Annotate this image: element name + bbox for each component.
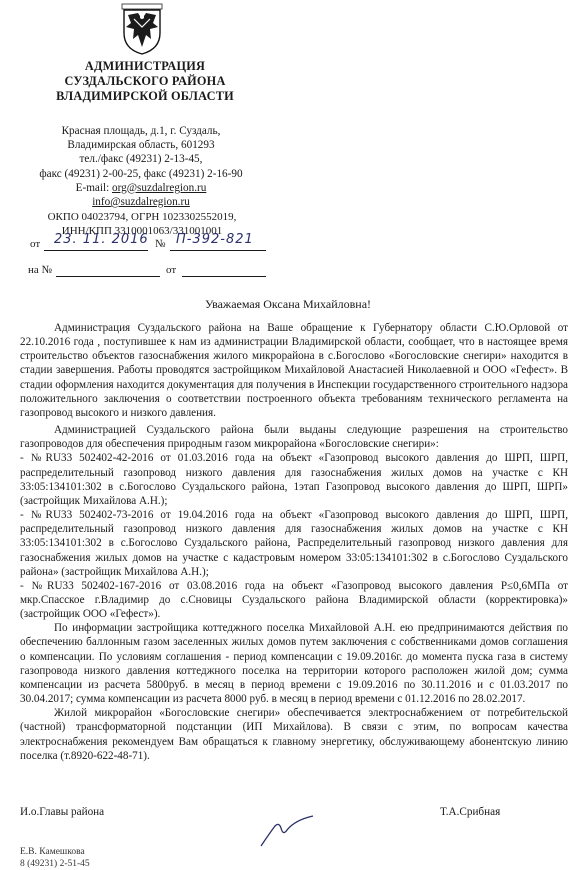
reply-to-label: на № [28, 264, 53, 276]
executor-phone: 8 (49231) 2-51-45 [20, 859, 90, 869]
address-line-1: Красная площадь, д.1, г. Суздаль, [61, 125, 221, 137]
executor-name: Е.В. Камешкова [20, 847, 85, 857]
org-line-2: СУЗДАЛЬСКОГО РАЙОНА [64, 74, 226, 88]
permit-item-2: - №RU33 502402-73-2016 от 19.04.2016 года на объект «Газопровод высокого давления до ШРП, ШРП, распределительный газопровод низкого давления для газоснабжения жилых домов на участке с КН 33:05:134101:302 в с.Богослово Суздальского района, Распределительный газопровод низкого давления для газоснабжения жилых домов на участке с кадастровым номером 33:05:134101:302 в с.Богослово Суздальского района» (застройщик Михайлова А.Н.); [20, 509, 568, 578]
address-line-2: Владимирская область, 601293 [67, 139, 215, 152]
permit-item-1: - №RU33 502402-42-2016 от 01.03.2016 года на объект «Газопровод высокого давления до ШРП, ШРП, распределительный газопровод низкого давления для газоснабжения жилых домов на участке с КН 33:05:134101:302 в с.Богослово Суздальского района, 1этап Газопровод высокого давления до ШРП, ШРП» (застройщик Михайлова А.Н.); [20, 452, 568, 507]
signatory-position: И.о.Главы района [20, 806, 105, 818]
coat-of-arms-image [120, 3, 164, 55]
reply-to-underline [56, 276, 160, 277]
number-underline [170, 250, 266, 251]
executor-block [20, 846, 90, 870]
signatory-name: Т.А.Срибная [440, 806, 501, 818]
handwritten-date: 23. 11. 2016 [54, 232, 149, 247]
org-line-3: ВЛАДИМИРСКОЙ ОБЛАСТИ [56, 89, 234, 103]
email-link-2[interactable]: info@suzdalregion.ru [92, 196, 190, 209]
email-line [20, 181, 262, 195]
paragraph-2: Администрацией Суздальского района были выданы следующие разрешения на строительство газопроводов для обеспечения природным газом микрорайона «Богословские снегири»: [20, 424, 568, 451]
email-link[interactable]: org@suzdalregion.ru [112, 181, 207, 194]
org-line-1: АДМИНИСТРАЦИЯ [84, 59, 206, 73]
address-line-4: факс (49231) 2-00-25, факс (49231) 2-16-90 [39, 167, 243, 180]
reply-date-label: от [166, 264, 177, 276]
greeting: Уважаемая Оксана Михайловна! [204, 297, 372, 311]
reply-date-underline [182, 276, 266, 277]
paragraph-compensation: По информации застройщика коттеджного поселка Михайловой А.Н. ею предпринимаются действия по обеспечению баллонным газом заселенных жилых домов путем заключения с собственниками домов соглашения о компенсации. По условиям соглашения - период компенсации с 19.09.2016г. до момента пуска газа в систему газопровода низкого давления коттеджного поселка на территории которого расположен жилой дом; сумма компенсации из расчета 5800руб. в месяц в период времени с 19.09.2016 по 30.11.2016 и с 01.03.2017 по 30.04.2017; сумма компенсации из расчета 8000 руб. в месяц в период времени с 01.12.2016 по 28.02.2017. [20, 622, 568, 706]
email-label: E-mail: [75, 181, 113, 194]
codes-line-2: ИНН/КПП 3310001063/331001001 [61, 224, 223, 237]
email-line-2 [20, 195, 262, 209]
handwritten-number: П-392-821 [176, 232, 254, 247]
number-label: № [155, 238, 166, 250]
date-underline [44, 250, 148, 251]
permit-item-3: - №RU33 502402-167-2016 от 03.08.2016 года на объект «Газопровод высокого давления Р≤0,6МПа от мкр.Спасское г.Владимир до с.Сновицы Суздальского района Владимирской области (корректировка)» (застройщик ООО «Гефест»). [20, 579, 568, 621]
coat-of-arms-icon [120, 3, 164, 55]
address-line-3: тел./факс (49231) 2-13-45, [79, 153, 203, 166]
date-label: от [30, 238, 41, 250]
handwritten-signature [255, 812, 325, 852]
organization-name [40, 59, 250, 104]
paragraph-1: Администрация Суздальского района на Ваше обращение к Губернатору области С.Ю.Орловой от 22.10.2016 года , поступившее к нам из администрации Владимирской области, сообщает, что в настоящее время строительство объектов газоснабжения жилого микрорайона в с.Богослово «Богословские снегири» находится в стадии завершения. Работы проводятся застройщиком Михайловой Анастасией Николаевной и ООО «Гефест». В стадии оформления находится документация для получения в Инспекции государственного строительного надзора положительного заключения о соответствии построенного объекта требованиям технического регламента на газопровод высокого и низкого давления. [20, 322, 568, 419]
paragraph-electricity: Жилой микрорайон «Богословские снегири» обеспечивается электроснабжением от потребительской (частной) трансформаторной подстанции (ИП Михайлова). В связи с этим, по вопросам качества электроснабжения рекомендуем Вам обращаться к главному энергетику, обслуживающему абонентскую линию поселка (т.8920-622-48-71). [20, 707, 568, 762]
codes-line-1: ОКПО 04023794, ОГРН 1023302552019, [47, 211, 237, 223]
address-block [20, 124, 262, 209]
letter-body [20, 321, 568, 763]
